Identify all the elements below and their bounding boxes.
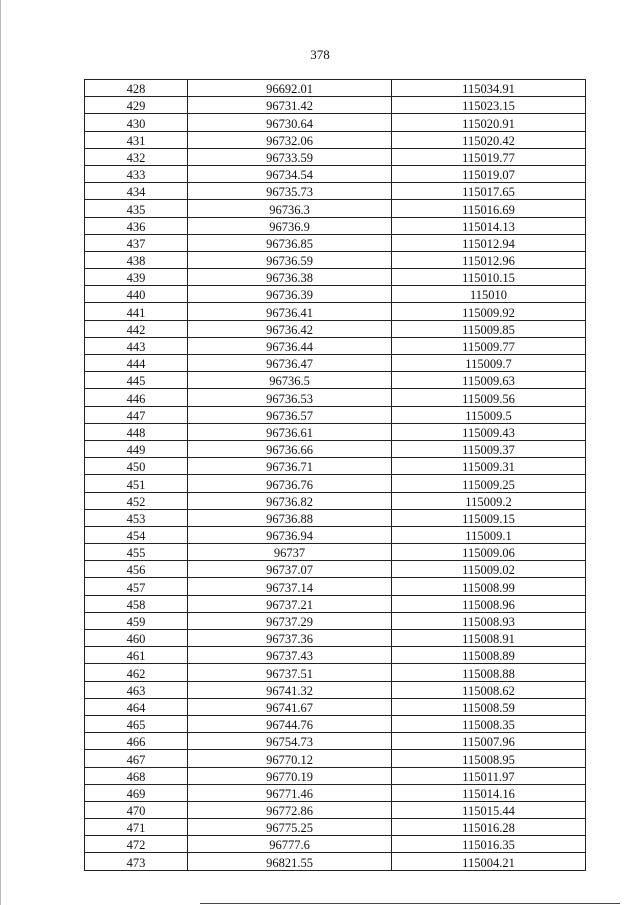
x-coordinate-cell: 96731.42	[188, 97, 392, 114]
y-coordinate-cell: 115011.97	[392, 767, 586, 784]
x-coordinate-cell: 96772.86	[188, 801, 392, 818]
y-coordinate-cell: 115008.89	[392, 647, 586, 664]
y-coordinate-cell: 115010	[392, 286, 586, 303]
x-coordinate-cell: 96692.01	[188, 80, 392, 97]
point-number-cell: 452	[85, 492, 188, 509]
y-coordinate-cell: 115016.35	[392, 836, 586, 853]
table-row	[85, 681, 586, 698]
point-number-cell: 445	[85, 372, 188, 389]
x-coordinate-cell: 96737.07	[188, 561, 392, 578]
table-row	[85, 217, 586, 234]
table-row	[85, 612, 586, 629]
y-coordinate-cell: 115009.77	[392, 337, 586, 354]
point-number-cell: 441	[85, 303, 188, 320]
x-coordinate-cell: 96732.06	[188, 131, 392, 148]
y-coordinate-cell: 115009.63	[392, 372, 586, 389]
page-number: 378	[310, 47, 330, 62]
table-row	[85, 664, 586, 681]
point-number-cell: 442	[85, 320, 188, 337]
table-row	[85, 750, 586, 767]
y-coordinate-cell: 115008.91	[392, 630, 586, 647]
point-number-cell: 449	[85, 440, 188, 457]
point-number-cell: 438	[85, 251, 188, 268]
y-coordinate-cell: 115015.44	[392, 801, 586, 818]
y-coordinate-cell: 115014.16	[392, 784, 586, 801]
x-coordinate-cell: 96741.32	[188, 681, 392, 698]
table-row	[85, 715, 586, 732]
y-coordinate-cell: 115017.65	[392, 183, 586, 200]
y-coordinate-cell: 115034.91	[392, 80, 586, 97]
point-number-cell: 453	[85, 509, 188, 526]
x-coordinate-cell: 96736.53	[188, 389, 392, 406]
table-row	[85, 234, 586, 251]
x-coordinate-cell: 96733.59	[188, 148, 392, 165]
x-coordinate-cell: 96736.94	[188, 526, 392, 543]
coordinates-table	[84, 79, 586, 871]
table-row	[85, 475, 586, 492]
x-coordinate-cell: 96736.71	[188, 458, 392, 475]
table-row	[85, 200, 586, 217]
table-row	[85, 836, 586, 853]
x-coordinate-cell: 96737	[188, 544, 392, 561]
point-number-cell: 435	[85, 200, 188, 217]
point-number-cell: 430	[85, 114, 188, 131]
x-coordinate-cell: 96737.36	[188, 630, 392, 647]
y-coordinate-cell: 115008.35	[392, 715, 586, 732]
point-number-cell: 451	[85, 475, 188, 492]
point-number-cell: 444	[85, 355, 188, 372]
point-number-cell: 457	[85, 578, 188, 595]
y-coordinate-cell: 115016.28	[392, 819, 586, 836]
point-number-cell: 450	[85, 458, 188, 475]
y-coordinate-cell: 115009.02	[392, 561, 586, 578]
x-coordinate-cell: 96737.21	[188, 595, 392, 612]
point-number-cell: 429	[85, 97, 188, 114]
x-coordinate-cell: 96775.25	[188, 819, 392, 836]
table-row	[85, 372, 586, 389]
table-row	[85, 458, 586, 475]
table-row	[85, 733, 586, 750]
x-coordinate-cell: 96741.67	[188, 698, 392, 715]
y-coordinate-cell: 115007.96	[392, 733, 586, 750]
x-coordinate-cell: 96736.42	[188, 320, 392, 337]
table-row	[85, 595, 586, 612]
table-row	[85, 97, 586, 114]
coordinates-table-body	[85, 80, 586, 871]
table-row	[85, 165, 586, 182]
y-coordinate-cell: 115009.37	[392, 440, 586, 457]
point-number-cell: 458	[85, 595, 188, 612]
y-coordinate-cell: 115008.88	[392, 664, 586, 681]
table-row	[85, 320, 586, 337]
footer-rule	[200, 903, 620, 904]
x-coordinate-cell: 96734.54	[188, 165, 392, 182]
point-number-cell: 448	[85, 423, 188, 440]
y-coordinate-cell: 115008.62	[392, 681, 586, 698]
y-coordinate-cell: 115009.56	[392, 389, 586, 406]
x-coordinate-cell: 96744.76	[188, 715, 392, 732]
point-number-cell: 469	[85, 784, 188, 801]
table-row	[85, 526, 586, 543]
y-coordinate-cell: 115008.95	[392, 750, 586, 767]
point-number-cell: 472	[85, 836, 188, 853]
x-coordinate-cell: 96737.51	[188, 664, 392, 681]
x-coordinate-cell: 96736.5	[188, 372, 392, 389]
y-coordinate-cell: 115009.7	[392, 355, 586, 372]
point-number-cell: 447	[85, 406, 188, 423]
x-coordinate-cell: 96754.73	[188, 733, 392, 750]
y-coordinate-cell: 115016.69	[392, 200, 586, 217]
table-row	[85, 183, 586, 200]
table-row	[85, 303, 586, 320]
table-row	[85, 544, 586, 561]
y-coordinate-cell: 115009.25	[392, 475, 586, 492]
x-coordinate-cell: 96736.57	[188, 406, 392, 423]
point-number-cell: 432	[85, 148, 188, 165]
y-coordinate-cell: 115019.07	[392, 165, 586, 182]
point-number-cell: 434	[85, 183, 188, 200]
point-number-cell: 439	[85, 269, 188, 286]
x-coordinate-cell: 96737.29	[188, 612, 392, 629]
table-row	[85, 423, 586, 440]
point-number-cell: 459	[85, 612, 188, 629]
table-row	[85, 80, 586, 97]
x-coordinate-cell: 96736.41	[188, 303, 392, 320]
table-row	[85, 509, 586, 526]
point-number-cell: 473	[85, 853, 188, 870]
y-coordinate-cell: 115019.77	[392, 148, 586, 165]
y-coordinate-cell: 115009.5	[392, 406, 586, 423]
x-coordinate-cell: 96736.39	[188, 286, 392, 303]
point-number-cell: 466	[85, 733, 188, 750]
y-coordinate-cell: 115010.15	[392, 269, 586, 286]
x-coordinate-cell: 96736.47	[188, 355, 392, 372]
point-number-cell: 462	[85, 664, 188, 681]
y-coordinate-cell: 115008.93	[392, 612, 586, 629]
y-coordinate-cell: 115008.99	[392, 578, 586, 595]
y-coordinate-cell: 115014.13	[392, 217, 586, 234]
x-coordinate-cell: 96736.82	[188, 492, 392, 509]
page-edge-line	[0, 0, 1, 905]
table-row	[85, 561, 586, 578]
x-coordinate-cell: 96770.12	[188, 750, 392, 767]
point-number-cell: 465	[85, 715, 188, 732]
table-row	[85, 819, 586, 836]
y-coordinate-cell: 115009.15	[392, 509, 586, 526]
y-coordinate-cell: 115009.31	[392, 458, 586, 475]
table-row	[85, 355, 586, 372]
point-number-cell: 460	[85, 630, 188, 647]
y-coordinate-cell: 115009.1	[392, 526, 586, 543]
point-number-cell: 471	[85, 819, 188, 836]
table-row	[85, 337, 586, 354]
y-coordinate-cell: 115008.96	[392, 595, 586, 612]
table-row	[85, 251, 586, 268]
point-number-cell: 456	[85, 561, 188, 578]
table-row	[85, 389, 586, 406]
x-coordinate-cell: 96771.46	[188, 784, 392, 801]
table-row	[85, 578, 586, 595]
x-coordinate-cell: 96736.9	[188, 217, 392, 234]
x-coordinate-cell: 96730.64	[188, 114, 392, 131]
x-coordinate-cell: 96736.76	[188, 475, 392, 492]
y-coordinate-cell: 115009.85	[392, 320, 586, 337]
y-coordinate-cell: 115009.92	[392, 303, 586, 320]
x-coordinate-cell: 96821.55	[188, 853, 392, 870]
y-coordinate-cell: 115023.15	[392, 97, 586, 114]
x-coordinate-cell: 96737.43	[188, 647, 392, 664]
point-number-cell: 454	[85, 526, 188, 543]
point-number-cell: 470	[85, 801, 188, 818]
point-number-cell: 437	[85, 234, 188, 251]
y-coordinate-cell: 115009.2	[392, 492, 586, 509]
x-coordinate-cell: 96770.19	[188, 767, 392, 784]
x-coordinate-cell: 96735.73	[188, 183, 392, 200]
point-number-cell: 428	[85, 80, 188, 97]
table-row	[85, 698, 586, 715]
table-row	[85, 801, 586, 818]
x-coordinate-cell: 96736.66	[188, 440, 392, 457]
y-coordinate-cell: 115020.42	[392, 131, 586, 148]
x-coordinate-cell: 96736.88	[188, 509, 392, 526]
table-row	[85, 440, 586, 457]
table-row	[85, 269, 586, 286]
point-number-cell: 461	[85, 647, 188, 664]
x-coordinate-cell: 96777.6	[188, 836, 392, 853]
point-number-cell: 463	[85, 681, 188, 698]
table-row	[85, 767, 586, 784]
y-coordinate-cell: 115009.43	[392, 423, 586, 440]
table-row	[85, 286, 586, 303]
table-row	[85, 784, 586, 801]
x-coordinate-cell: 96736.44	[188, 337, 392, 354]
table-row	[85, 406, 586, 423]
table-row	[85, 492, 586, 509]
x-coordinate-cell: 96736.3	[188, 200, 392, 217]
point-number-cell: 433	[85, 165, 188, 182]
point-number-cell: 467	[85, 750, 188, 767]
table-row	[85, 114, 586, 131]
y-coordinate-cell: 115004.21	[392, 853, 586, 870]
table-row	[85, 630, 586, 647]
x-coordinate-cell: 96737.14	[188, 578, 392, 595]
table-row	[85, 647, 586, 664]
point-number-cell: 468	[85, 767, 188, 784]
y-coordinate-cell: 115012.96	[392, 251, 586, 268]
table-row	[85, 853, 586, 870]
point-number-cell: 446	[85, 389, 188, 406]
point-number-cell: 440	[85, 286, 188, 303]
point-number-cell: 464	[85, 698, 188, 715]
x-coordinate-cell: 96736.38	[188, 269, 392, 286]
table-row	[85, 131, 586, 148]
point-number-cell: 431	[85, 131, 188, 148]
table-row	[85, 148, 586, 165]
x-coordinate-cell: 96736.85	[188, 234, 392, 251]
point-number-cell: 455	[85, 544, 188, 561]
x-coordinate-cell: 96736.61	[188, 423, 392, 440]
y-coordinate-cell: 115008.59	[392, 698, 586, 715]
y-coordinate-cell: 115020.91	[392, 114, 586, 131]
y-coordinate-cell: 115009.06	[392, 544, 586, 561]
y-coordinate-cell: 115012.94	[392, 234, 586, 251]
point-number-cell: 436	[85, 217, 188, 234]
x-coordinate-cell: 96736.59	[188, 251, 392, 268]
point-number-cell: 443	[85, 337, 188, 354]
